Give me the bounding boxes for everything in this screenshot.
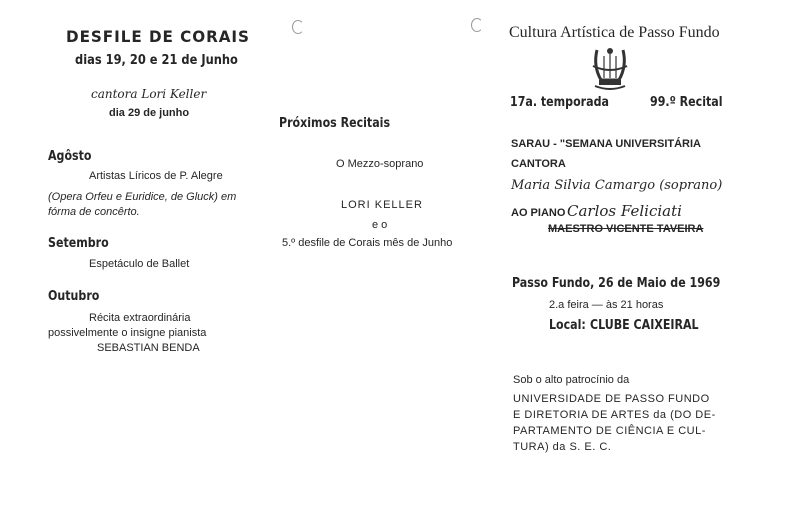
punch-hole (292, 20, 304, 34)
sponsor-line: UNIVERSIDADE DE PASSO FUNDO (513, 393, 710, 405)
sponsor-intro: Sob o alto patrocínio da (513, 374, 630, 386)
event-line: Récita extraordinária (89, 312, 191, 324)
event-line: possivelmente o insigne pianista (48, 327, 207, 339)
month-heading: Outubro (48, 289, 100, 304)
piano-label: AO PIANO (511, 207, 566, 219)
event-line: SEBASTIAN BENDA (97, 342, 200, 354)
pianist-struck: MAESTRO VICENTE TAVEIRA (548, 223, 704, 235)
event-time: 2.a feira — às 21 horas (549, 299, 664, 311)
month-heading: Agôsto (48, 149, 92, 164)
program-title: DESFILE DE CORAIS (66, 27, 250, 46)
event-line: Espetáculo de Ballet (89, 258, 190, 270)
conjunction-line: e o (372, 219, 388, 231)
recital-number: 99.º Recital (650, 95, 723, 110)
mezzo-line: O Mezzo-soprano (336, 158, 424, 170)
venue-name: CLUBE CAIXEIRAL (590, 318, 699, 333)
punch-hole (471, 18, 483, 32)
venue-label: Local: (549, 318, 586, 333)
event-date: Passo Fundo, 26 de Maio de 1969 (512, 276, 721, 291)
singer-date: dia 29 de junho (109, 107, 190, 119)
event-line: Artistas Líricos de P. Alegre (89, 170, 223, 182)
cantora-label: CANTORA (511, 158, 566, 170)
pianist-handwritten: Carlos Feliciati (567, 202, 682, 220)
sponsor-line: E DIRETORIA DE ARTES da (DO DE- (513, 409, 716, 421)
month-heading: Setembro (48, 236, 109, 251)
lyre-emblem-icon (591, 46, 629, 97)
event-line: fórma de concêrto. (48, 206, 140, 218)
singer-line: cantora Lori Keller (91, 87, 207, 101)
next-recitals-heading: Próximos Recitais (279, 116, 391, 131)
sarau-line: SARAU - "SEMANA UNIVERSITÁRIA (511, 138, 701, 150)
season-label: 17a. temporada (510, 95, 609, 110)
sponsor-line: TURA) da S. E. C. (513, 441, 612, 453)
singer-name: LORI KELLER (341, 199, 423, 211)
cantora-name: Maria Silvia Camargo (soprano) (511, 178, 723, 193)
choir-line: 5.º desfile de Corais mês de Junho (282, 237, 453, 249)
program-dates: dias 19, 20 e 21 de Junho (75, 53, 238, 68)
sponsor-line: PARTAMENTO DE CIÊNCIA E CUL- (513, 425, 706, 437)
organization-name: Cultura Artística de Passo Fundo (509, 24, 720, 41)
event-line: (Opera Orfeu e Euridice, de Gluck) em (48, 191, 237, 203)
